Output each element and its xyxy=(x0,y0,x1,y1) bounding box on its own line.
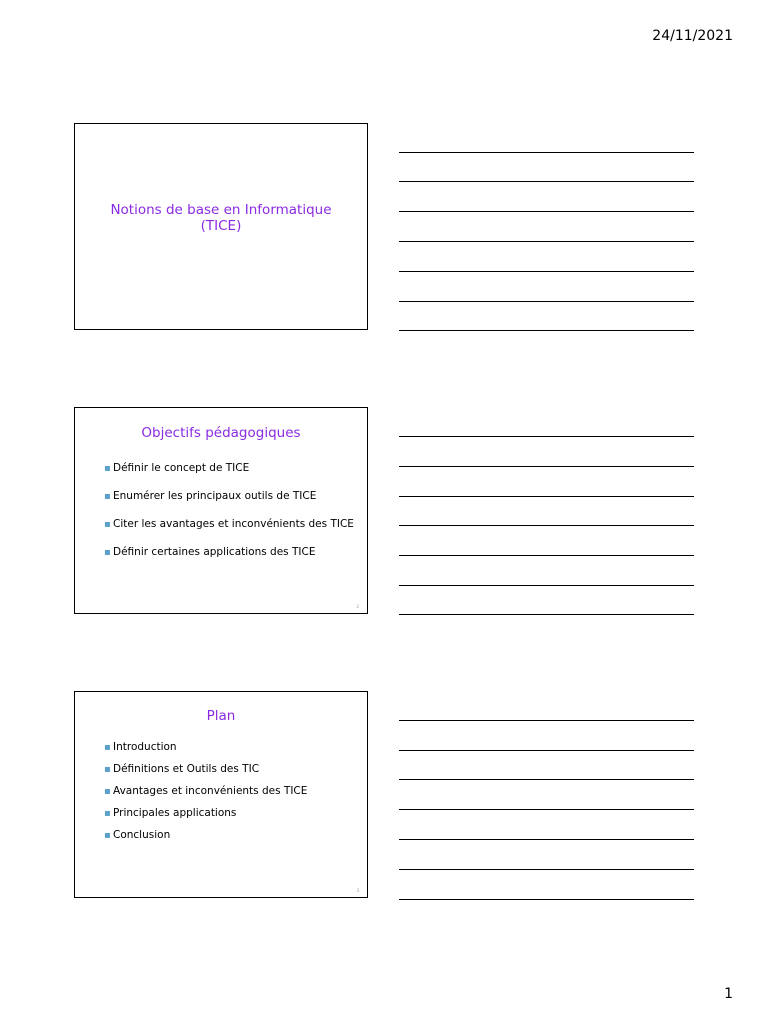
list-item-text: Introduction xyxy=(113,741,177,753)
list-item xyxy=(105,763,361,785)
list-item-text: Enumérer les principaux outils de TICE xyxy=(113,490,317,502)
list-item-text: Définitions et Outils des TIC xyxy=(113,763,260,775)
note-line xyxy=(399,809,694,810)
list-item-text: Citer les avantages et inconvénients des TICE xyxy=(113,518,354,530)
bullet-icon: ▪ xyxy=(104,742,111,753)
list-item xyxy=(105,518,361,546)
bullet-icon: ▪ xyxy=(104,808,111,819)
list-item-text: Définir le concept de TICE xyxy=(113,462,250,474)
note-line xyxy=(399,525,694,526)
note-line xyxy=(399,899,694,900)
note-line xyxy=(399,555,694,556)
list-item-text: Conclusion xyxy=(113,829,171,841)
note-line xyxy=(399,301,694,302)
note-line xyxy=(399,869,694,870)
bullet-icon: ▪ xyxy=(104,830,111,841)
bullet-icon: ▪ xyxy=(104,786,111,797)
slide-title: Objectifs pédagogiques xyxy=(141,425,301,441)
note-line xyxy=(399,330,694,331)
list-item xyxy=(105,462,361,490)
note-line xyxy=(399,496,694,497)
list-item-text: Définir certaines applications des TICE xyxy=(113,546,316,558)
note-line xyxy=(399,779,694,780)
note-line xyxy=(399,181,694,182)
note-line xyxy=(399,152,694,153)
slide-title xyxy=(75,202,367,234)
list-item xyxy=(105,741,361,763)
bullet-icon: ▪ xyxy=(104,491,111,502)
note-line xyxy=(399,614,694,615)
note-line xyxy=(399,720,694,721)
note-line xyxy=(399,585,694,586)
list-item xyxy=(105,546,361,574)
note-line xyxy=(399,211,694,212)
note-line xyxy=(399,466,694,467)
list-item-text: Principales applications xyxy=(113,807,237,819)
slide-title: Plan xyxy=(206,708,236,724)
page-number: 1 xyxy=(724,986,733,1002)
slide-title-line-1: Notions de base en Informatique xyxy=(110,202,332,218)
note-line xyxy=(399,436,694,437)
bullet-icon: ▪ xyxy=(104,519,111,530)
bullet-list xyxy=(105,741,361,851)
slide-thumbnail-2 xyxy=(74,407,368,614)
note-line xyxy=(399,241,694,242)
slide-thumbnail-1 xyxy=(74,123,368,330)
bullet-icon: ▪ xyxy=(104,764,111,775)
note-line xyxy=(399,839,694,840)
slide-number: 2 xyxy=(356,604,359,609)
bullet-icon: ▪ xyxy=(104,547,111,558)
slide-number: 3 xyxy=(356,888,359,893)
note-line xyxy=(399,750,694,751)
page-date: 24/11/2021 xyxy=(652,28,733,44)
slide-title-line-2: (TICE) xyxy=(200,218,242,234)
bullet-list xyxy=(105,462,361,574)
list-item xyxy=(105,785,361,807)
list-item-text: Avantages et inconvénients des TICE xyxy=(113,785,308,797)
list-item xyxy=(105,829,361,851)
note-line xyxy=(399,271,694,272)
slide-thumbnail-3 xyxy=(74,691,368,898)
list-item xyxy=(105,490,361,518)
bullet-icon: ▪ xyxy=(104,463,111,474)
list-item xyxy=(105,807,361,829)
